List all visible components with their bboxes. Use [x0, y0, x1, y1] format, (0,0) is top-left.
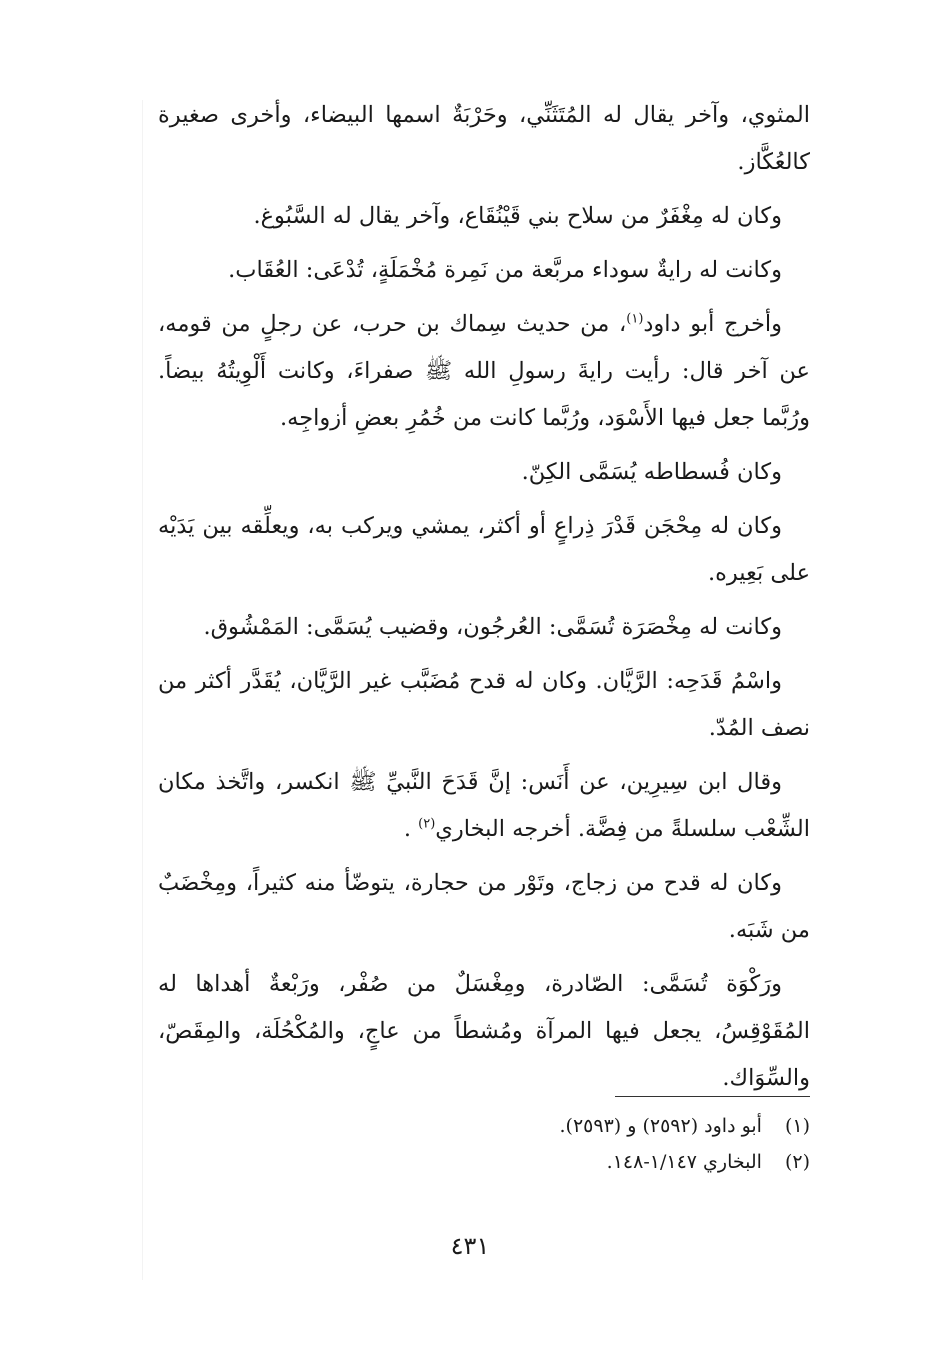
footnotes-section [158, 1108, 810, 1180]
footnote-1 [158, 1108, 810, 1144]
paragraph-9-part-1: وقال ابن سِيرِين، عن أَنَس: إنَّ قَدَحَ النَّبيِّ ﷺ انكسر، واتَّخذ مكان الشِّعْب سلسلةً من فِضَّة. أخرجه البخاري [158, 769, 810, 842]
paragraph-8: واسْمُ قَدَحِه: الرَّيَّان. وكان له قدح مُضَبَّب غير الرَّيَّان، يُقَدَّر أكثر من نصف المُدّ. [158, 668, 810, 741]
paragraph-11: ورَكْوَة تُسَمَّى: الصّادرة، ومِغْسَلٌ من صُفْر، ورَبْعةٌ أهداها له المُقَوْقِسُ، يجعل فيها المرآة ومُشطاً من عاجٍ، والمُكْحُلَة، والمِقَصّ، والسِّوَاك. [158, 971, 810, 1091]
paragraph-10: وكان له قدح من زجاج، وتَوْر من حجارة، يتوضّأ منه كثيراً، ومِخْضَبٌ من شَبَه. [158, 870, 810, 943]
footnote-ref-2[interactable]: (٢) [418, 816, 436, 832]
paragraph-4-part-2: ، من حديث سِماك بن حرب، عن رجلٍ من قومه، عن آخر قال: رأيت رايةَ رسولِ الله ﷺ صفراءَ، وكانت أَلْوِيتُهُ بيضاً. ورُبَّما جعل فيها الأَسْوَد، ورُبَّما كانت من خُمُرِ بعضِ أزواجِه. [158, 311, 810, 431]
paragraph-4-part-1: وأخرج أبو داود [643, 311, 783, 337]
page-number: ٤٣١ [450, 1232, 490, 1260]
paragraph-6: وكان له مِحْجَن قَدْرَ ذِراعٍ أو أكثر، يمشي ويركب به، ويعلِّقه بين يَدَيْه على بَعِيره. [158, 513, 810, 586]
scan-edge-mark [142, 100, 143, 1280]
paragraph-4 [158, 301, 810, 442]
footnote-divider [615, 1096, 810, 1097]
paragraph-2: وكان له مِغْفَرٌ من سلاح بني قَيْنُقَاع، وآخر يقال له السَّبُوغ. [253, 203, 782, 229]
footnote-2-number: (٢) [784, 1151, 810, 1173]
footnote-2 [158, 1144, 810, 1180]
main-text-body [158, 92, 810, 1109]
footnote-1-number: (١) [784, 1115, 810, 1137]
paragraph-9 [158, 759, 810, 853]
paragraph-9-part-2: . [403, 816, 419, 842]
footnote-1-text: أبو داود (٢٥٩٢) و (٢٥٩٣). [559, 1115, 762, 1137]
paragraph-7: وكانت له مِخْصَرَة تُسَمَّى: العُرجُون، وقضيب يُسَمَّى: المَمْشُوق. [203, 614, 782, 640]
paragraph-1: المثوي، وآخر يقال له المُتَثَنِّي، وحَرْبَةٌ اسمها البيضاء، وأخرى صغيرة كالعُكَّاز. [158, 102, 810, 175]
paragraph-3: وكانت له رايةٌ سوداء مربَّعة من نَمِرة مُخْمَلَةٍ، تُدْعَى: العُقَاب. [228, 257, 782, 283]
paragraph-5: وكان فُسطاطه يُسَمَّى الكِنّ. [521, 459, 782, 485]
footnote-2-text: البخاري ١/١٤٧-١٤٨. [606, 1151, 762, 1173]
footnote-ref-1[interactable]: (١) [626, 311, 644, 327]
